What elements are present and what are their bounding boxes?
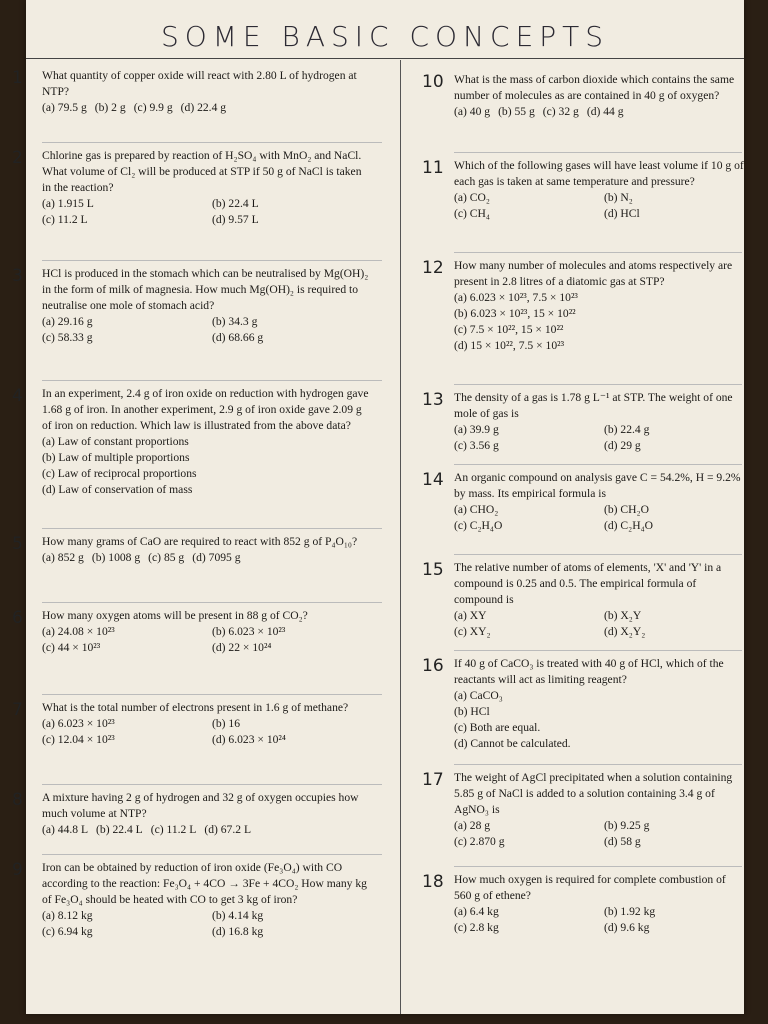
- answer-option: (b) 55 g: [498, 105, 535, 118]
- answer-options: [454, 818, 744, 850]
- answer-option: (d) 16.8 kg: [212, 925, 264, 938]
- question-stem: If 40 g of CaCO₃ is treated with 40 g of HCl, which of the reactants will act as limiting reagent?: [454, 657, 724, 686]
- question-number: 10: [422, 72, 444, 92]
- answer-option: (d) 15 × 10²², 7.5 × 10²³: [454, 339, 565, 352]
- question-separator: [454, 384, 742, 385]
- answer-option: (c) 2.870 g: [454, 835, 505, 848]
- question-separator: [42, 142, 382, 143]
- question-separator: [454, 866, 742, 867]
- answer-option: (b) 1008 g: [91, 551, 141, 564]
- answer-options: [42, 908, 372, 940]
- question-number: 14: [422, 470, 444, 490]
- answer-option: (b) 9.25 g: [604, 819, 650, 832]
- question-number: 11: [422, 158, 444, 178]
- answer-option: (d) 68.66 g: [212, 331, 264, 344]
- question-block: [454, 872, 744, 936]
- question-number: 17: [422, 770, 444, 790]
- answer-option: (b) HCl: [454, 705, 490, 718]
- question-number: 6: [12, 608, 23, 628]
- answer-option: (c) 2.8 kg: [454, 921, 499, 934]
- answer-options: [454, 502, 744, 534]
- answer-option: (a) CaCO₃: [454, 689, 503, 702]
- question-number: 13: [422, 390, 444, 410]
- question-stem: Which of the following gases will have least volume if 10 g of each gas is taken at same temperature and pressure?: [454, 159, 744, 188]
- question-number: 9: [12, 860, 23, 880]
- question-block: [454, 258, 744, 354]
- question-stem: How many grams of CaO are required to react with 852 g of P₄O₁₀?: [42, 535, 358, 548]
- answer-options: [42, 624, 372, 656]
- answer-option: (c) 6.94 kg: [42, 925, 93, 938]
- answer-option: (a) CO₂: [454, 191, 490, 204]
- answer-option: (a) 6.023 × 10²³, 7.5 × 10²³: [454, 291, 578, 304]
- answer-option: (c) 85 g: [148, 551, 185, 564]
- answer-option: (b) CH₂O: [604, 503, 649, 516]
- answer-option: (d) 44 g: [586, 105, 624, 118]
- question-block: [42, 860, 372, 940]
- worksheet-page: [12, 0, 744, 1014]
- question-block: [454, 390, 744, 454]
- answer-option: (c) 44 × 10²³: [42, 641, 101, 654]
- question-block: [42, 608, 372, 656]
- answer-option: (b) 1.92 kg: [604, 905, 656, 918]
- answer-option: (c) 11.2 L: [150, 823, 197, 836]
- answer-option: (d) C₂H₄O: [604, 519, 653, 532]
- column-divider: [400, 60, 401, 1014]
- answer-option: (a) 24.08 × 10²³: [42, 625, 115, 638]
- answer-option: (b) 6.023 × 10²³, 15 × 10²²: [454, 307, 576, 320]
- answer-option: (c) 12.04 × 10²³: [42, 733, 115, 746]
- question-stem: How much oxygen is required for complete combustion of 560 g of ethene?: [454, 873, 726, 902]
- answer-option: (c) 9.9 g: [133, 101, 173, 114]
- answer-option: (c) 7.5 × 10²², 15 × 10²²: [454, 323, 564, 336]
- answer-option: (b) 2 g: [94, 101, 126, 114]
- answer-options: [42, 196, 372, 228]
- question-stem: HCl is produced in the stomach which can be neutralised by Mg(OH)₂ in the form of milk of magnesia. How much Mg(OH)₂ is required to neutralise one mole of stomach acid?: [42, 267, 369, 312]
- question-separator: [42, 602, 382, 603]
- question-number: 2: [12, 148, 23, 168]
- answer-option: (b) 6.023 × 10²³: [212, 625, 286, 638]
- question-number: 15: [422, 560, 444, 580]
- answer-options: [454, 190, 744, 222]
- question-separator: [42, 260, 382, 261]
- question-separator: [42, 694, 382, 695]
- question-stem: An organic compound on analysis gave C = 54.2%, H = 9.2% by mass. Its empirical formula is: [454, 471, 741, 500]
- question-separator: [42, 380, 382, 381]
- answer-option: (b) 22.4 L: [96, 823, 143, 836]
- question-block: [454, 770, 744, 850]
- question-stem: What quantity of copper oxide will react with 2.80 L of hydrogen at NTP?: [42, 69, 357, 98]
- answer-option: (b) 4.14 kg: [212, 909, 264, 922]
- answer-option: (c) 3.56 g: [454, 439, 499, 452]
- answer-options: [42, 716, 372, 748]
- answer-option: (a) CHO₂: [454, 503, 499, 516]
- answer-option: (b) N₂: [604, 191, 633, 204]
- question-block: [454, 560, 744, 640]
- answer-option: (d) 6.023 × 10²⁴: [212, 733, 286, 746]
- answer-option: (d) 9.57 L: [212, 213, 259, 226]
- question-block: [42, 68, 372, 116]
- question-number: 3: [12, 266, 23, 286]
- answer-options: [454, 290, 744, 354]
- answer-option: (b) 22.4 L: [212, 197, 259, 210]
- question-separator: [454, 650, 742, 651]
- question-separator: [454, 764, 742, 765]
- question-separator: [454, 252, 742, 253]
- answer-option: (a) 40 g: [454, 105, 491, 118]
- answer-options: [454, 422, 744, 454]
- question-separator: [42, 784, 382, 785]
- answer-option: (d) Law of conservation of mass: [42, 483, 193, 496]
- answer-option: (a) XY: [454, 609, 487, 622]
- question-separator: [42, 854, 382, 855]
- question-block: [42, 700, 372, 748]
- question-block: [42, 266, 372, 346]
- answer-option: (d) 29 g: [604, 439, 641, 452]
- answer-option: (d) 58 g: [604, 835, 641, 848]
- answer-options: [42, 550, 372, 566]
- answer-option: (c) XY₂: [454, 625, 491, 638]
- answer-option: (a) 39.9 g: [454, 423, 499, 436]
- answer-options: [42, 314, 372, 346]
- answer-option: (c) Both are equal.: [454, 721, 541, 734]
- answer-option: (d) 67.2 L: [204, 823, 252, 836]
- question-number: 8: [12, 790, 23, 810]
- question-stem: What is the total number of electrons present in 1.6 g of methane?: [42, 701, 349, 714]
- question-number: 16: [422, 656, 444, 676]
- answer-option: (d) X₂Y₂: [604, 625, 646, 638]
- answer-options: [454, 104, 744, 120]
- question-separator: [454, 464, 742, 465]
- question-stem: In an experiment, 2.4 g of iron oxide on reduction with hydrogen gave 1.68 g of iron. In another experiment, 2.9 g of iron oxide gave 2.09 g of iron on reduction. Which law is illustrated from the above data?: [42, 387, 369, 432]
- answer-option: (d) 7095 g: [192, 551, 241, 564]
- answer-option: (c) 58.33 g: [42, 331, 93, 344]
- question-number: 1: [12, 68, 23, 88]
- question-block: [42, 534, 372, 566]
- answer-option: (d) Cannot be calculated.: [454, 737, 571, 750]
- answer-option: (a) 852 g: [42, 551, 84, 564]
- answer-option: (a) 6.023 × 10²³: [42, 717, 115, 730]
- answer-options: [454, 688, 744, 752]
- question-stem: The relative number of atoms of elements, 'X' and 'Y' in a compound is 0.25 and 0.5. The empirical formula of compound is: [454, 561, 722, 606]
- question-stem: How many number of molecules and atoms respectively are present in 2.8 litres of a diatomic gas at STP?: [454, 259, 733, 288]
- question-number: 18: [422, 872, 444, 892]
- question-separator: [454, 554, 742, 555]
- answer-option: (a) 29.16 g: [42, 315, 93, 328]
- question-stem: What is the mass of carbon dioxide which contains the same number of molecules as are contained in 40 g of oxygen?: [454, 73, 735, 102]
- answer-option: (a) 1.915 L: [42, 197, 94, 210]
- question-block: [454, 470, 744, 534]
- answer-option: (c) C₂H₄O: [454, 519, 503, 532]
- question-block: [454, 72, 744, 120]
- answer-option: (b) X₂Y: [604, 609, 642, 622]
- question-number: 4: [12, 386, 23, 406]
- answer-option: (b) 22.4 g: [604, 423, 650, 436]
- question-stem: The weight of AgCl precipitated when a solution containing 5.85 g of NaCl is added to a solution containing 3.4 g of AgNO₃ is: [454, 771, 733, 816]
- page-title: SOME BASIC CONCEPTS: [160, 20, 610, 53]
- question-separator: [42, 528, 382, 529]
- question-number: 5: [12, 534, 23, 554]
- answer-option: (d) HCl: [604, 207, 640, 220]
- answer-options: [454, 608, 744, 640]
- question-stem: The density of a gas is 1.78 g L⁻¹ at STP. The weight of one mole of gas is: [454, 391, 733, 420]
- answer-option: (a) 6.4 kg: [454, 905, 499, 918]
- question-block: [42, 790, 372, 838]
- question-stem: A mixture having 2 g of hydrogen and 32 g of oxygen occupies how much volume at NTP?: [42, 791, 359, 820]
- answer-option: (b) 34.3 g: [212, 315, 258, 328]
- question-stem: Iron can be obtained by reduction of iron oxide (Fe₃O₄) with CO according to the reaction: Fe₃O₄ + 4CO → 3Fe + 4CO₂ How many kg of Fe₃O₄ should be heated with CO to get 3 kg of iron?: [42, 861, 367, 906]
- question-separator: [454, 152, 742, 153]
- answer-options: [42, 434, 372, 498]
- answer-option: (b) 16: [212, 717, 241, 730]
- answer-option: (b) Law of multiple proportions: [42, 451, 190, 464]
- question-block: [454, 656, 744, 752]
- question-block: [42, 148, 372, 228]
- answer-options: [42, 100, 372, 116]
- answer-option: (d) 22.4 g: [180, 101, 227, 114]
- question-stem: Chlorine gas is prepared by reaction of H₂SO₄ with MnO₂ and NaCl. What volume of Cl₂ will be produced at STP if 50 g of NaCl is taken in the reaction?: [42, 149, 362, 194]
- answer-option: (a) 44.8 L: [42, 823, 89, 836]
- answer-option: (a) 79.5 g: [42, 101, 87, 114]
- answer-option: (c) Law of reciprocal proportions: [42, 467, 197, 480]
- answer-option: (a) 8.12 kg: [42, 909, 93, 922]
- answer-options: [454, 904, 744, 936]
- answer-option: (c) CH₄: [454, 207, 490, 220]
- answer-options: [42, 822, 372, 838]
- question-number: 7: [12, 700, 23, 720]
- answer-option: (a) Law of constant proportions: [42, 435, 189, 448]
- question-number: 12: [422, 258, 444, 278]
- answer-option: (c) 11.2 L: [42, 213, 88, 226]
- answer-option: (d) 9.6 kg: [604, 921, 650, 934]
- question-block: [42, 386, 372, 498]
- answer-option: (a) 28 g: [454, 819, 491, 832]
- question-stem: How many oxygen atoms will be present in 88 g of CO₂?: [42, 609, 308, 622]
- title-rule: [26, 58, 744, 59]
- question-block: [454, 158, 744, 222]
- answer-option: (c) 32 g: [542, 105, 579, 118]
- answer-option: (d) 22 × 10²⁴: [212, 641, 272, 654]
